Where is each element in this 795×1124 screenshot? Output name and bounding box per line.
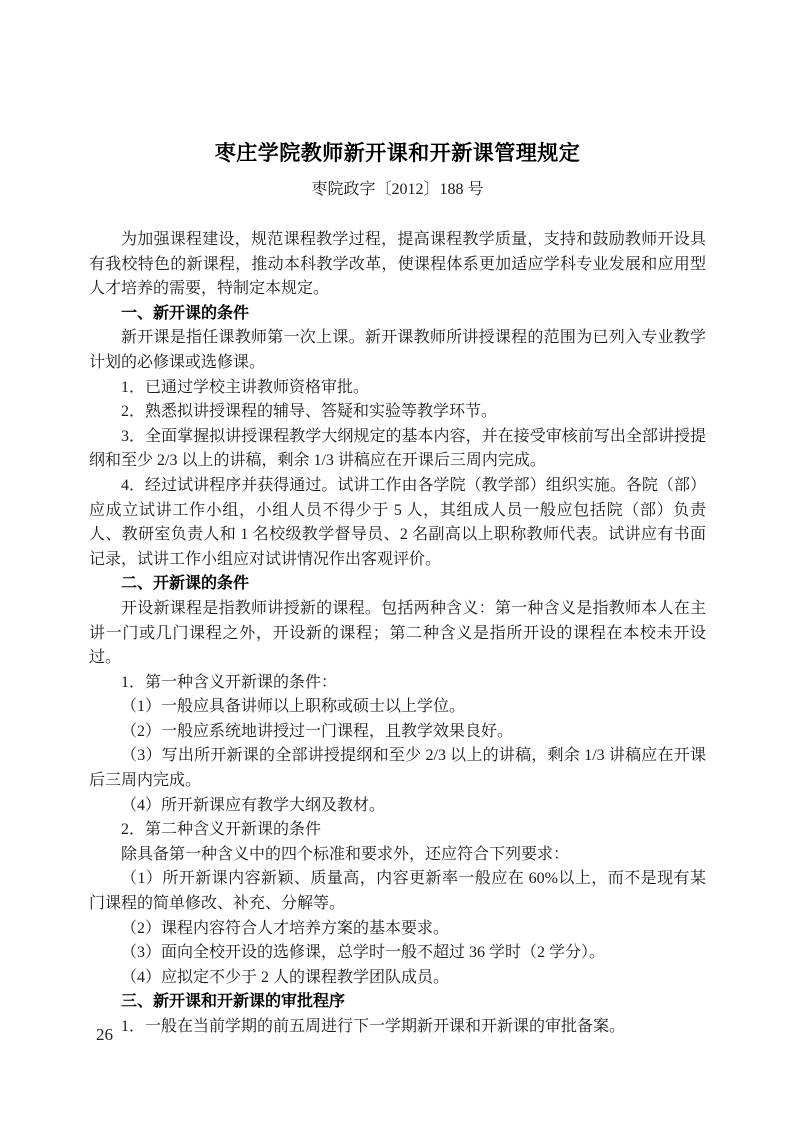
list-item: 2．第二种含义开新课的条件 [121, 821, 322, 839]
paragraph: 开设新课程是指教师讲授新的课程。包括两种含义：第一种含义是指教师本人在主讲一门或几门课程之外，开设新的课程；第二种含义是指所开设的课程在本校未开设过。 [89, 599, 706, 667]
document-content [89, 138, 706, 1040]
list-item: （2）课程内容符合人才培养方案的基本要求。 [121, 919, 450, 937]
section-heading-2: 二、开新课的条件 [121, 575, 250, 593]
list-item: 3．全面掌握拟讲授课程教学大纲规定的基本内容，并在接受审核前写出全部讲授提纲和至少 2/3 以上的讲稿，剩余 1/3 讲稿应在开课后三周内完成。 [89, 427, 706, 470]
list-item: 1．第一种含义开新课的条件： [121, 673, 338, 691]
section-heading-3: 三、新开课和开新课的审批程序 [121, 993, 346, 1011]
list-item: 1．一般在当前学期的前五周进行下一学期新开课和开新课的审批备案。 [121, 1018, 626, 1035]
list-item: （2）一般应系统地讲授过一门课程，且教学效果良好。 [121, 722, 514, 740]
list-item: （3）面向全校开设的选修课，总学时一般不超过 36 学时（2 学分）。 [121, 944, 606, 962]
paragraph: 除具备第一种含义中的四个标准和要求外，还应符合下列要求： [121, 845, 570, 863]
list-item: （1）一般应具备讲师以上职称或硕士以上学位。 [121, 698, 466, 716]
list-item: （1）所开新课内容新颖、质量高，内容更新率一般应在 60%以上，而不是现有某门课程的简单修改、补充、分解等。 [89, 870, 706, 913]
list-item: 4．经过试讲程序并获得通过。试讲工作由各学院（教学部）组织实施。各院（部）应成立试讲工作小组，小组人员不得少于 5 人，其组成人员一般应包括院（部）负责人、教研室负责人和 1 名校级教学督导员、2 名副高以上职称教师代表。试讲应有书面记录，试讲工作小组应对试讲情况作出客观评价。 [89, 476, 706, 568]
document-title: 枣庄学院教师新开课和开新课管理规定 [214, 141, 581, 165]
document-body [89, 228, 706, 1040]
document-number: 枣院政字〔2012〕188 号 [311, 181, 484, 198]
paragraph-intro: 为加强课程建设，规范课程教学过程，提高课程教学质量，支持和鼓励教师开设具有我校特色的新课程，推动本科教学改革，使课程体系更加适应学科专业发展和应用型人才培养的需要，特制定本规定。 [89, 231, 706, 298]
list-item: 1．已通过学校主讲教师资格审批。 [121, 378, 370, 396]
list-item: （4）应拟定不少于 2 人的课程教学团队成员。 [121, 968, 450, 986]
list-item: （3）写出所开新课的全部讲授提纲和至少 2/3 以上的讲稿，剩余 1/3 讲稿应在开课后三周内完成。 [89, 747, 706, 790]
paragraph: 新开课是指任课教师第一次上课。新开课教师所讲授课程的范围为已列入专业教学计划的必修课或选修课。 [89, 329, 706, 371]
list-item: （4）所开新课应有教学大纲及教材。 [121, 796, 386, 814]
list-item: 2．熟悉拟讲授课程的辅导、答疑和实验等教学环节。 [121, 403, 498, 421]
section-heading-1: 一、新开课的条件 [121, 304, 250, 322]
page-number: 26 [96, 1025, 113, 1044]
